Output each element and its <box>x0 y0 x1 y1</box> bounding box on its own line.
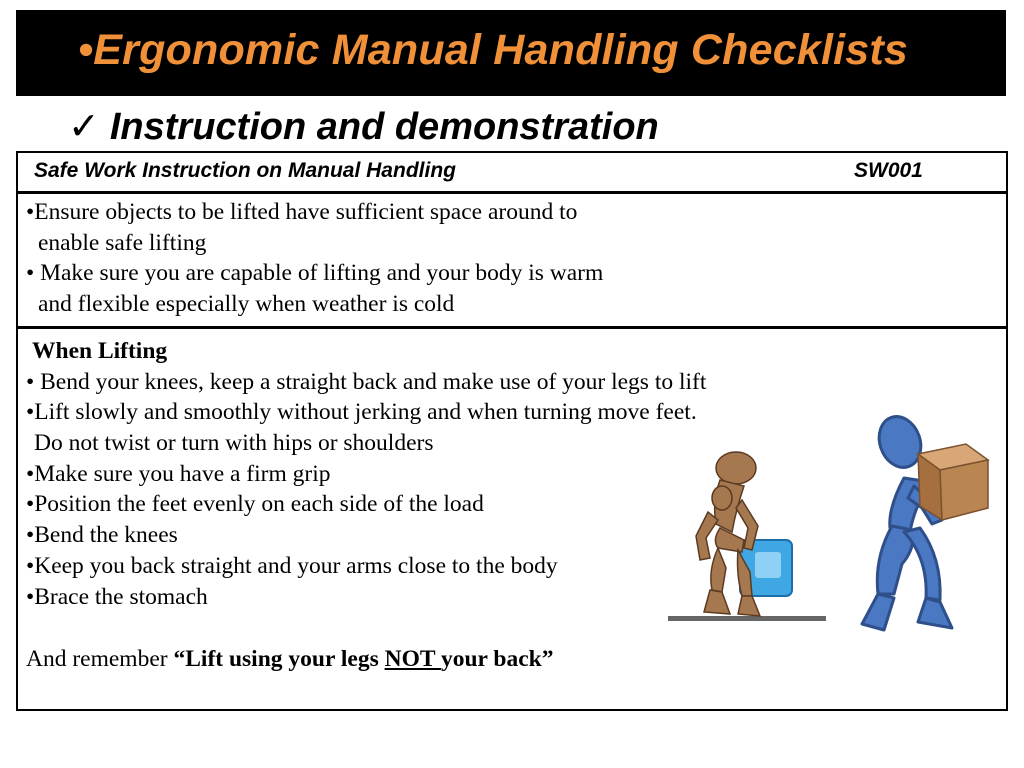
slide-subtitle <box>68 104 659 149</box>
checkmark-icon: ✓ <box>68 106 100 148</box>
remember-quote-not: NOT <box>384 646 441 672</box>
lifting-heading: When Lifting <box>32 338 168 364</box>
lifting-line-1: • Bend your knees, keep a straight back and make use of your legs to lift <box>26 369 707 395</box>
remember-prefix: And remember <box>26 646 174 672</box>
instruction-title: Safe Work Instruction on Manual Handling <box>34 159 456 182</box>
lifting-line-5: •Position the feet evenly on each side of the load <box>26 491 484 517</box>
lifting-line-3: Do not twist or turn with hips or shoulders <box>34 430 434 456</box>
cardboard-box-icon <box>918 444 988 520</box>
instruction-code: SW001 <box>854 159 923 182</box>
lifting-line-4: •Make sure you have a firm grip <box>26 461 331 487</box>
lifting-line-6: •Bend the knees <box>26 522 178 548</box>
floor-line <box>668 616 826 621</box>
lifting-line-7: •Keep you back straight and your arms close to the body <box>26 553 558 579</box>
slide-title: •Ergonomic Manual Handling Checklists <box>78 26 909 74</box>
prep-line-2: enable safe lifting <box>38 230 207 256</box>
remember-line <box>26 644 554 674</box>
subtitle-text: Instruction and demonstration <box>109 106 659 148</box>
prep-line-3: • Make sure you are capable of lifting and your body is warm <box>26 260 604 286</box>
squat-lift-mannequin-illustration <box>660 440 840 630</box>
remember-quote-end: your back” <box>440 646 554 672</box>
lifting-line-2: •Lift slowly and smoothly without jerking and when turning move feet. <box>26 399 697 425</box>
prep-line-1: •Ensure objects to be lifted have sufficient space around to <box>26 199 578 225</box>
blue-figure-carrying-box-illustration <box>848 408 998 638</box>
remember-quote-start: “Lift using your legs <box>173 646 385 672</box>
prep-line-4: and flexible especially when weather is cold <box>38 291 455 317</box>
lifting-line-8: •Brace the stomach <box>26 584 208 610</box>
